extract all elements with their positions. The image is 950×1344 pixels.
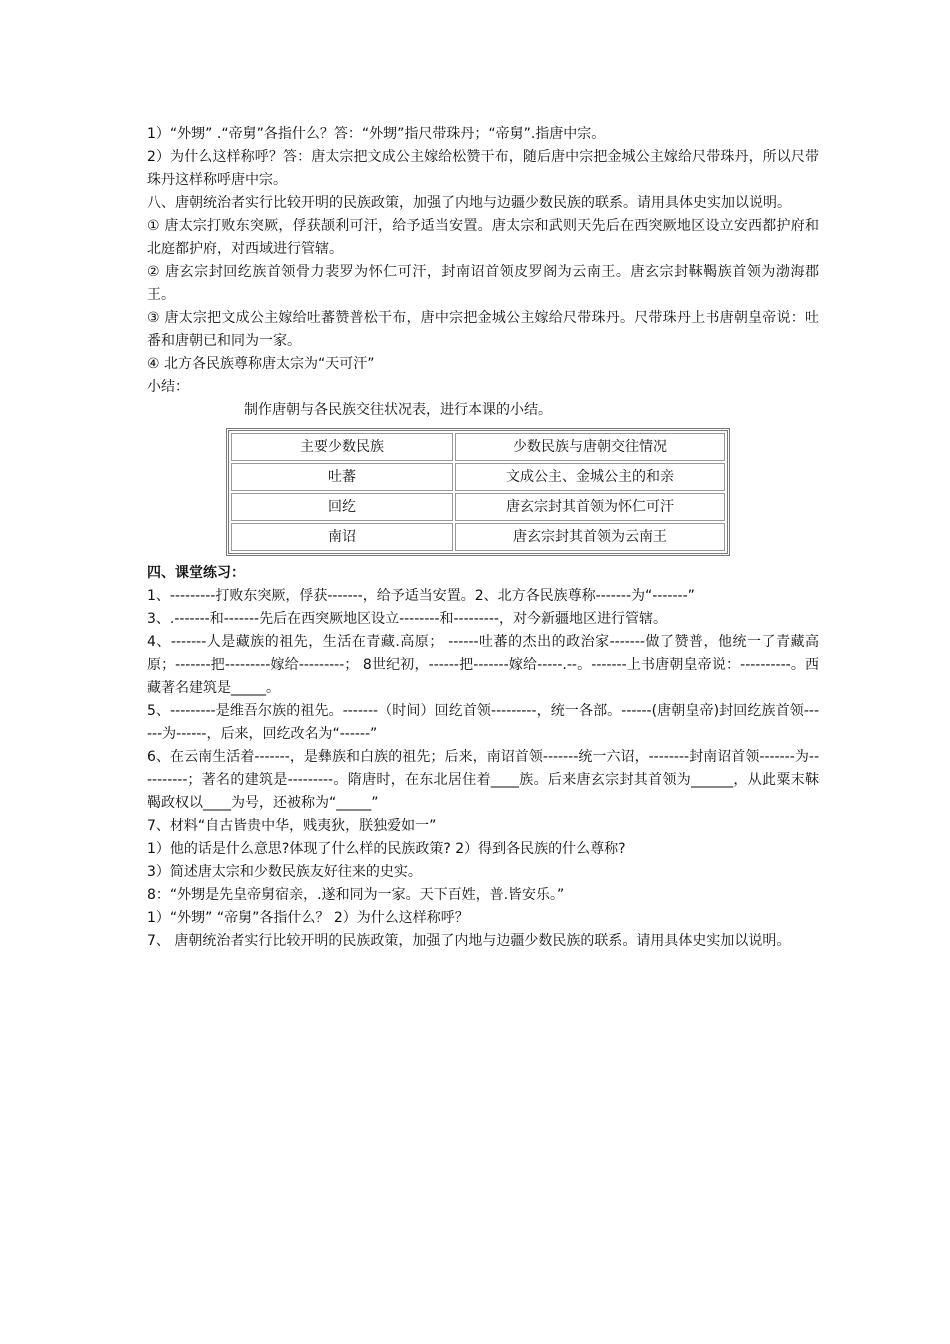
summary-table xyxy=(226,428,730,556)
table-header-cell: 少数民族与唐朝交往情况 xyxy=(455,433,725,461)
answer-1: 1）“外甥” .“帝舅”各指什么？答：“外甥”指尺带珠丹；“帝舅”.指唐中宗。 xyxy=(147,126,606,142)
exercise-3: 3、.-------和-------先后在西突厥地区设立--------和---------，对今新疆地区进行管辖。 xyxy=(147,611,667,627)
section-title: 四、课堂练习： xyxy=(147,565,245,581)
table-row xyxy=(231,523,725,551)
exercise-8: 8：“外甥是先皇帝舅宿亲，.遂和同为一家。天下百姓，普.皆安乐。” xyxy=(147,887,565,903)
table-row xyxy=(231,463,725,491)
table-cell: 南诏 xyxy=(231,523,453,551)
table-cell: 文成公主、金城公主的和亲 xyxy=(455,463,725,491)
table-cell: 回纥 xyxy=(231,493,453,521)
exercise-7-sub-1: 1）他的话是什么意思?体现了什么样的民族政策? 2）得到各民族的什么尊称? xyxy=(147,841,626,857)
table-header-cell: 主要少数民族 xyxy=(231,433,453,461)
table-row xyxy=(231,493,725,521)
answer-point-3: ③ 唐太宗把文成公主嫁给吐蕃赞普松干布，唐中宗把金城公主嫁给尺带珠丹。尺带珠丹上书唐朝皇帝说：吐番和唐朝已和同为一家。 xyxy=(147,310,819,349)
table-header-row xyxy=(231,433,725,461)
exercise-5: 5、---------是维吾尔族的祖先。-------（时间）回纥首领---------，统一各部。------(唐朝皇帝)封回纥族首领------为------，后来，回纥改名为“------” xyxy=(147,703,819,742)
answer-point-2: ② 唐玄宗封回纥族首领骨力裴罗为怀仁可汗，封南诏首领皮罗阁为云南王。唐玄宗封靺鞨族首领为渤海郡王。 xyxy=(147,264,819,303)
exercise-6: 6、在云南生活着-------，是彝族和白族的祖先；后来，南诏首领-------统一六诏，--------封南诏首领-------为----------；著名的建筑是---------。隋唐时，在东北居住着____族。后来唐玄宗封其首领为______，从此粟末靺鞨政权以____为号，还被称为“_____” xyxy=(147,749,819,811)
table-cell: 唐玄宗封其首领为云南王 xyxy=(455,523,725,551)
question-8-heading: 八、唐朝统治者实行比较开明的民族政策，加强了内地与边疆少数民族的联系。请用具体史实加以说明。 xyxy=(147,195,791,211)
table-cell: 唐玄宗封其首领为怀仁可汗 xyxy=(455,493,725,521)
exercise-7: 7、材料“自古皆贵中华，贱夷狄，朕独爱如一” xyxy=(147,818,437,834)
exercise-8-sub: 1）“外甥” “帝舅”各指什么？ 2）为什么这样称呼？ xyxy=(147,910,469,926)
exercise-1: 1、---------打败东突厥，俘获-------，给予适当安置。2、北方各民族尊称-------为“-------” xyxy=(147,588,695,604)
summary-intro: 制作唐朝与各民族交往状况表，进行本课的小结。 xyxy=(244,402,552,418)
summary-label: 小结： xyxy=(147,379,189,395)
document-page xyxy=(147,123,819,953)
answer-2: 2）为什么这样称呼？答：唐太宗把文成公主嫁给松赞干布，随后唐中宗把金城公主嫁给尺带珠丹，所以尺带珠丹这样称呼唐中宗。 xyxy=(147,149,819,188)
exercise-9: 7、 唐朝统治者实行比较开明的民族政策，加强了内地与边疆少数民族的联系。请用具体史实加以说明。 xyxy=(147,933,791,949)
exercise-4: 4、-------人是藏族的祖先，生活在青藏.高原； ------吐蕃的杰出的政治家-------做了赞普，他统一了青藏高原；-------把---------嫁给---------； 8世纪初，------把-------嫁给-----.--。-------上书唐朝皇帝说：----------。西藏著名建筑是_____。 xyxy=(147,634,819,696)
table-cell: 吐蕃 xyxy=(231,463,453,491)
exercise-7-sub-2: 3）简述唐太宗和少数民族友好往来的史实。 xyxy=(147,864,422,880)
answer-point-1: ① 唐太宗打败东突厥，俘获颉利可汗，给予适当安置。唐太宗和武则天先后在西突厥地区设立安西都护府和北庭都护府，对西域进行管辖。 xyxy=(147,218,819,257)
answer-point-4: ④ 北方各民族尊称唐太宗为“天可汗” xyxy=(147,356,375,372)
